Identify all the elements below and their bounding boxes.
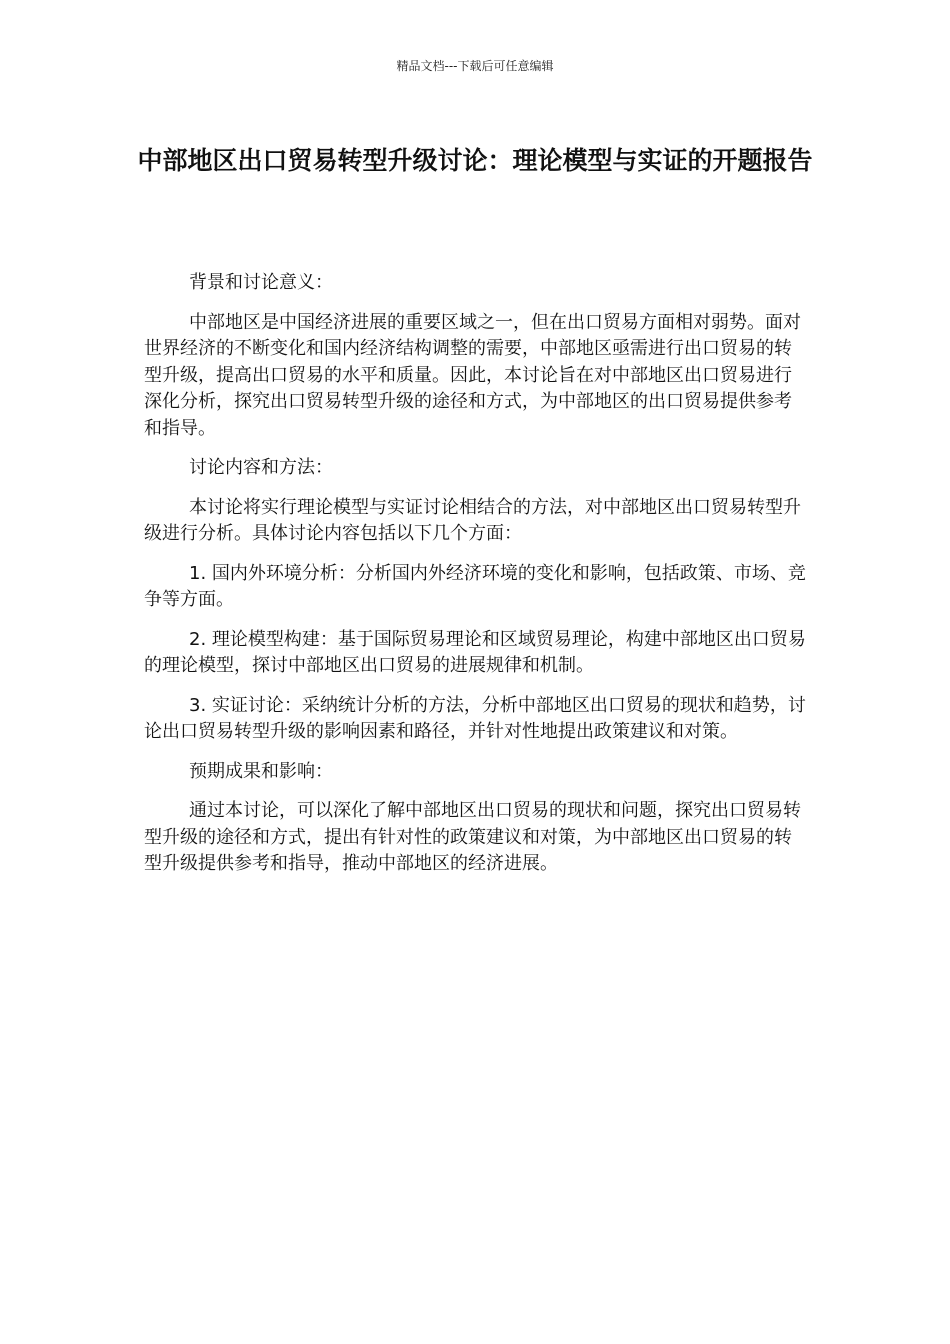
document-title: 中部地区出口贸易转型升级讨论：理论模型与实证的开题报告 xyxy=(137,146,813,175)
page-header: 精品文档---下载后可任意编辑 xyxy=(396,59,554,73)
paragraph-outcomes: 通过本讨论，可以深化了解中部地区出口贸易的现状和问题，探究出口贸易转型升级的途径和方式，提出有针对性的政策建议和对策，为中部地区出口贸易的转型升级提供参考和指导，推动中部地区的经济进展。 xyxy=(144,800,801,874)
section-heading-content-method: 讨论内容和方法： xyxy=(189,457,333,478)
list-item-environment: 1. 国内外环境分析：分析国内外经济环境的变化和影响，包括政策、市场、竞争等方面。 xyxy=(144,562,806,610)
paragraph-method: 本讨论将实行理论模型与实证讨论相结合的方法，对中部地区出口贸易转型升级进行分析。具体讨论内容包括以下几个方面： xyxy=(144,496,801,544)
section-heading-background: 背景和讨论意义： xyxy=(189,272,333,293)
list-item-empirical: 3. 实证讨论：采纳统计分析的方法，分析中部地区出口贸易的现状和趋势，讨论出口贸易转型升级的影响因素和路径，并针对性地提出政策建议和对策。 xyxy=(144,694,806,742)
list-item-model: 2. 理论模型构建：基于国际贸易理论和区域贸易理论，构建中部地区出口贸易的理论模型，探讨中部地区出口贸易的进展规律和机制。 xyxy=(144,628,806,676)
paragraph-background: 中部地区是中国经济进展的重要区域之一，但在出口贸易方面相对弱势。面对世界经济的不断变化和国内经济结构调整的需要，中部地区亟需进行出口贸易的转型升级，提高出口贸易的水平和质量。因此，本讨论旨在对中部地区出口贸易进行深化分析，探究出口贸易转型升级的途径和方式，为中部地区的出口贸易提供参考和指导。 xyxy=(144,311,801,439)
document-body xyxy=(144,270,809,891)
section-heading-outcomes: 预期成果和影响： xyxy=(189,760,333,782)
